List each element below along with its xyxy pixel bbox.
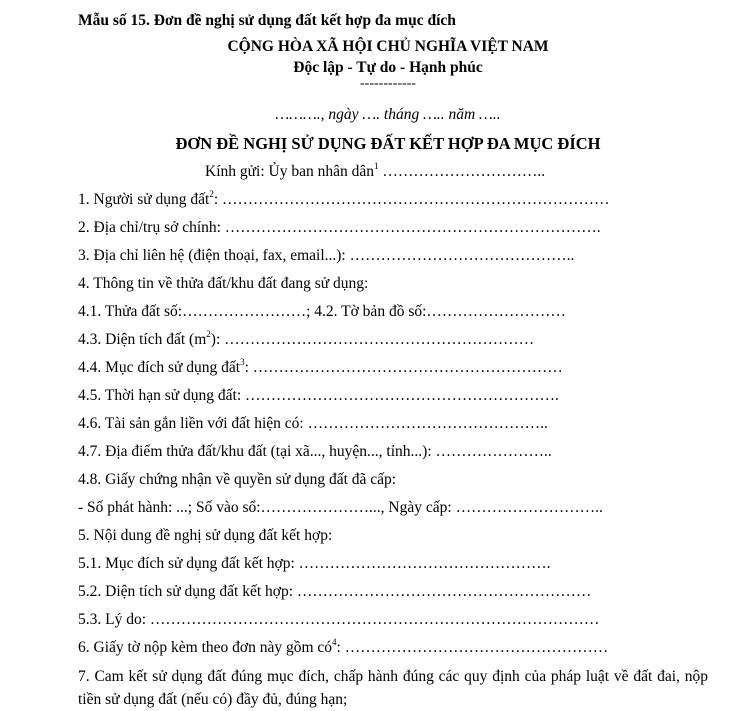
form-line: 4.5. Thời hạn sử dụng đất: ……………………………………………………. [78,387,559,404]
header-rule: ------------ [360,76,416,91]
form-line: 4.6. Tài sản gắn liền với đất hiện có: ……………………………………….. [78,415,548,432]
form-line: 2. Địa chỉ/trụ sở chính: ………………………………………………………………. [78,219,601,236]
form-line: 5.3. Lý do: …………………………………………………………………………… [78,611,600,628]
recipient-line [205,163,545,181]
dateline: ………., ngày …. tháng ….. năm ….. [275,106,501,123]
form-line: 4.8. Giấy chứng nhận về quyền sử dụng đất đã cấp: [78,471,397,488]
form-line: 4. Thông tin về thửa đất/khu đất đang sử dụng: [78,275,369,292]
form-line: 4.4. Mục đích sử dụng đất$^3$: …………………………………………………… [78,357,563,376]
commitment-paragraph: 7. Cam kết sử dụng đất đúng mục đích, chấp hành đúng các quy định của pháp luật về đất đai, nộp tiền sử dụng đất (nếu có) đầy đủ, đúng hạn; [78,668,708,708]
footnote-ref: 3 [240,357,245,367]
form-line: 4.3. Diện tích đất $(m^2)$: …………………………………………………… [78,329,535,348]
form-line: 5.1. Mục đích sử dụng đất kết hợp: …………………………………………. [78,555,551,572]
recipient-tail: ………………………….. [378,163,546,180]
form-number: Mẫu số 15. Đơn đề nghị sử dụng đất kết hợp đa mục đích [78,12,456,29]
form-line: 3. Địa chỉ liên hệ (điện thoại, fax, email...): …………………………………….. [78,247,575,264]
republic-header: CỘNG HÒA XÃ HỘI CHỦ NGHĨA VIỆT NAM [227,38,549,55]
footnote-ref: 2 [206,329,211,339]
form-line: 6. Giấy tờ nộp kèm theo đơn này gồm $có^4$: …………………………………………… [78,637,609,656]
footnote-ref: 2 [209,189,214,199]
form-line: 5.2. Diện tích sử dụng đất kết hợp: ………………………………………………… [78,583,592,600]
form-line: 1. Người sử dụng đất$^2$: ………………………………………………………………… [78,189,610,208]
footnote-ref: 4 [332,637,337,647]
form-line: 4.1. Thửa đất số:……………………; 4.2. Tờ bản đồ số:……………………… [78,303,566,320]
form-line: 4.7. Địa điểm thửa đất/khu đất (tại xã..., huyện..., tỉnh...): ………………….. [78,443,552,460]
document-title: ĐƠN ĐỀ NGHỊ SỬ DỤNG ĐẤT KẾT HỢP ĐA MỤC ĐÍCH [175,134,601,153]
form-line: - Số phát hành: ...; Số vào sổ:…………………..., Ngày cấp: ……………………….. [78,499,603,516]
footnote-ref: 1 [373,161,379,171]
form-line: 5. Nội dung đề nghị sử dụng đất kết hợp: [78,527,333,544]
motto: Độc lập - Tự do - Hạnh phúc [293,59,483,76]
recipient-text: Kính gửi: Ủy ban nhân dân [205,163,374,180]
